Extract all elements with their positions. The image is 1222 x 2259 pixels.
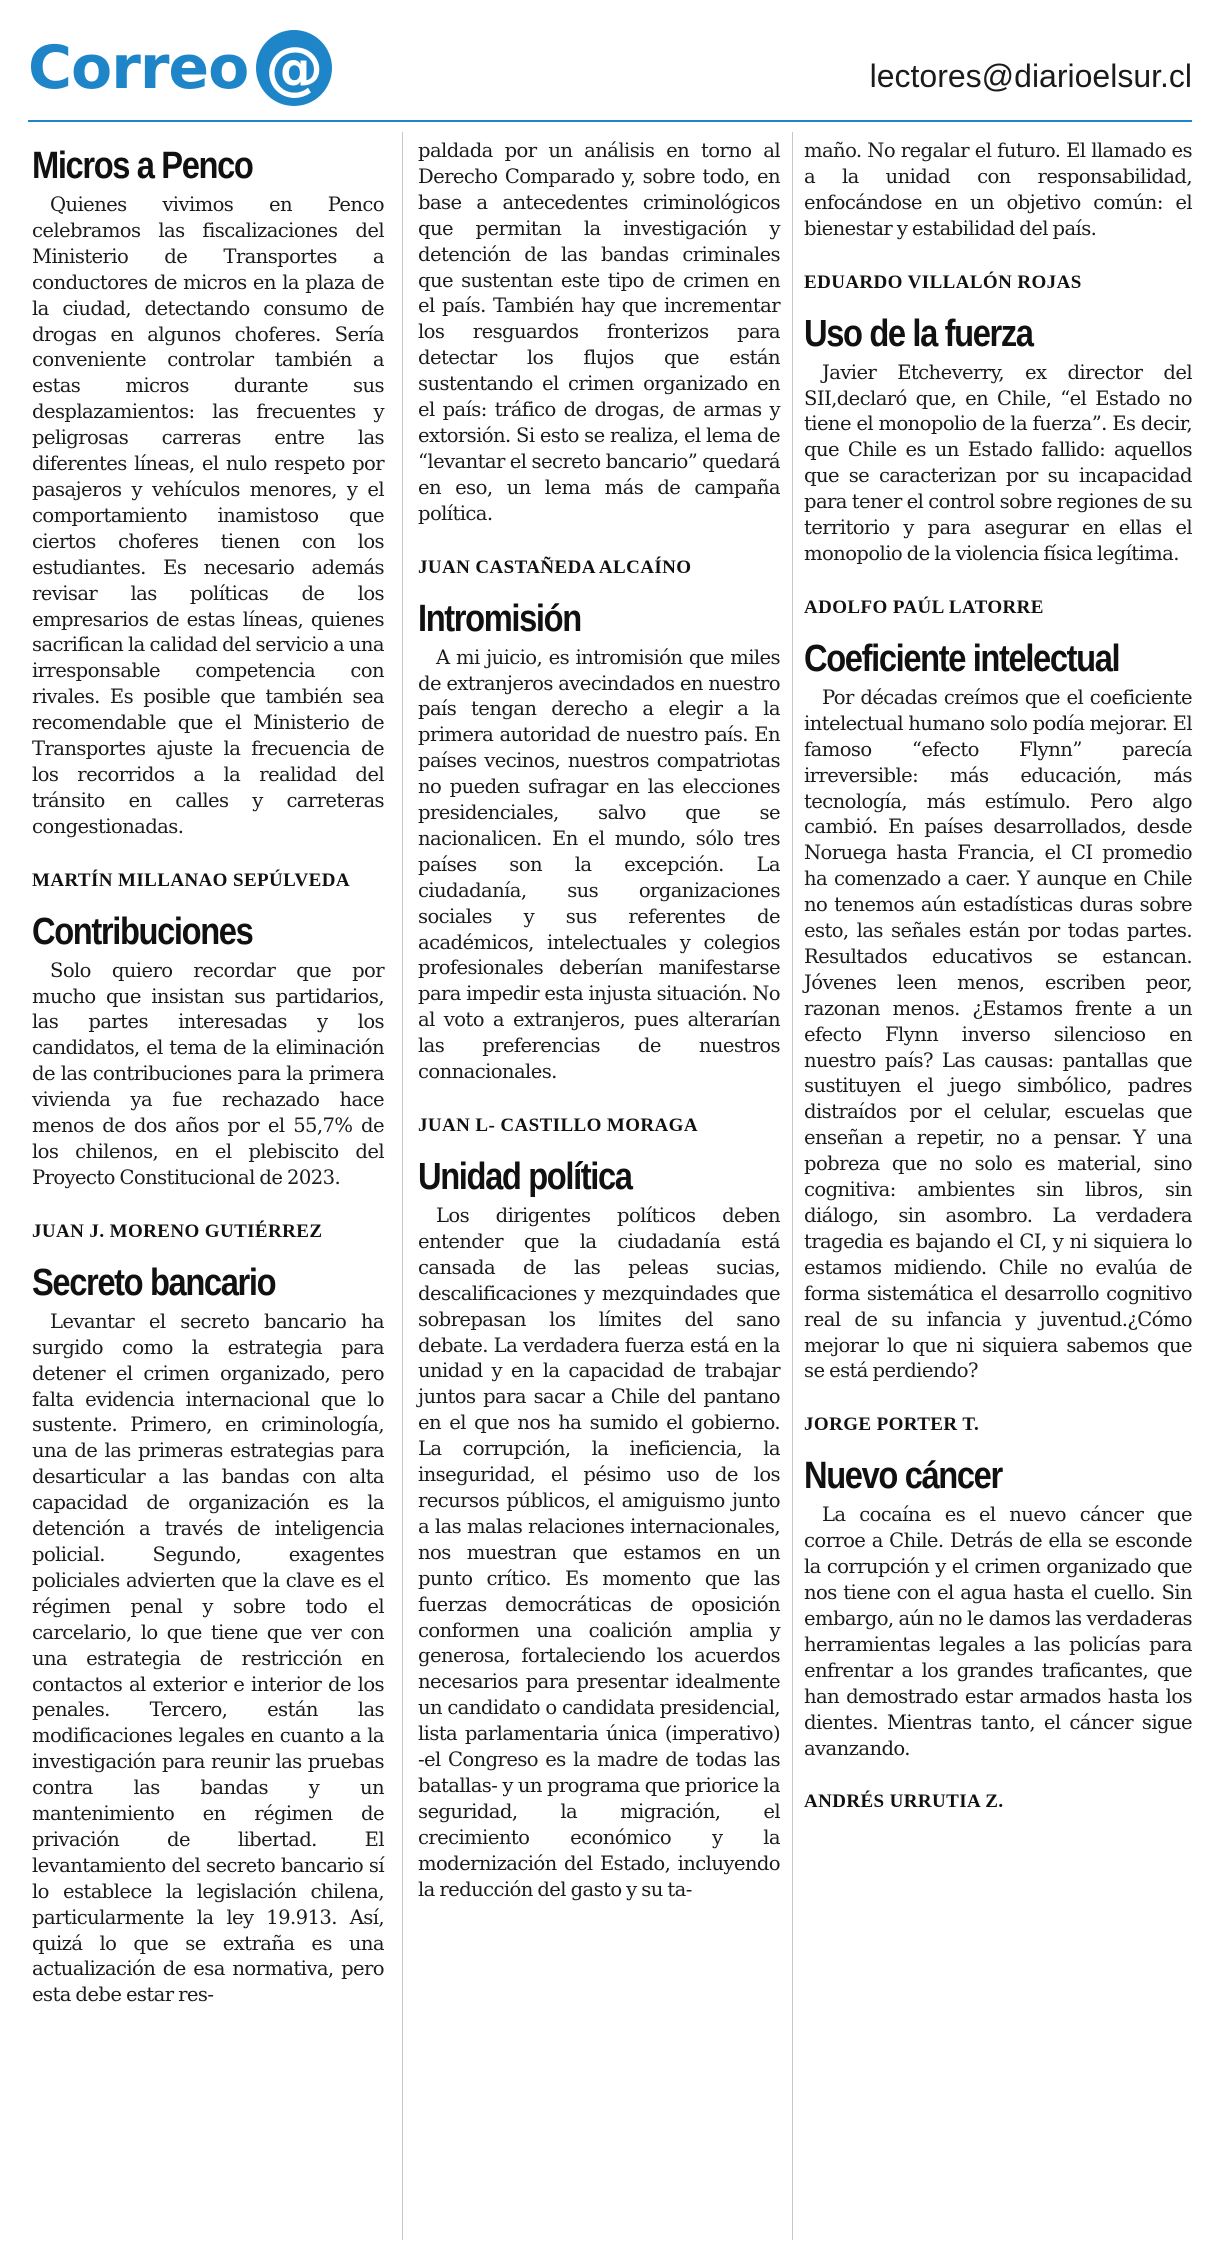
letter-title: Uso de la fuerza bbox=[804, 312, 1033, 355]
contact-email: lectores@diarioelsur.cl bbox=[869, 58, 1192, 94]
letter-body-continued: paldada por un análisis en torno al Derecho Comparado y, sobre todo, en base a antecedentes criminológicos que permitan la investigación y detención de las bandas criminales que sustentan este tipo de crimen en el país. También hay que incrementar los resguardos fronterizos para detectar los flujos que están sustentando el crimen organizado en el país: tráfico de drogas, de armas y extorsión. Si esto se realiza, el lema de “levantar el secreto bancario” quedará en eso, un lema más de campaña política. bbox=[418, 139, 780, 525]
letter-body: Javier Etcheverry, ex director del SII,declaró que, en Chile, “el Estado no tiene el monopolio de la fuerza”. Es decir, que Chile es un Estado fallido: aquellos que se caracterizan por su incapacidad para tener el control sobre regiones de su territorio y para asegurar en ellas el monopolio de la violencia física legítima. bbox=[804, 360, 1192, 565]
letter-body-continued: maño. No regalar el futuro. El llamado es a la unidad con responsabilidad, enfocándose en un objetivo común: el bienestar y estabilidad del país. bbox=[804, 139, 1192, 240]
column-1 bbox=[32, 138, 384, 2008]
letter-title: Nuevo cáncer bbox=[804, 1455, 1002, 1498]
letter-title: Secreto bancario bbox=[32, 1261, 276, 1304]
column-divider bbox=[792, 132, 793, 2240]
letter-signature: JUAN J. MORENO GUTIÉRREZ bbox=[32, 1220, 323, 1242]
letter-body: Solo quiero recordar que por mucho que insistan sus partidarios, las partes interesadas y los candidatos, el tema de la eliminación de las contribuciones para la primera vivienda ya fue rechazado hace menos de dos años por el 55,7% de los chilenos, en el plebiscito del Proyecto Constitucional de 2023. bbox=[32, 958, 384, 1189]
letter-title: Intromisión bbox=[418, 597, 581, 640]
header-rule bbox=[28, 120, 1192, 122]
at-sign-icon: @ bbox=[256, 30, 332, 106]
letter-title: Coeficiente intelectual bbox=[804, 637, 1120, 680]
letter-title: Contribuciones bbox=[32, 910, 253, 953]
column-2 bbox=[418, 138, 780, 1902]
column-3 bbox=[804, 138, 1192, 1831]
letter-body: La cocaína es el nuevo cáncer que corroe a Chile. Detrás de ella se esconde la corrupción y el crimen organizado que nos tiene con el agua hasta el cuello. Sin embargo, aún no le damos las verdaderas herramientas legales a las policías para enfrentar a los grandes traficantes, que han demostrado estar armados hasta los dientes. Mientras tanto, el cáncer sigue avanzando. bbox=[804, 1503, 1192, 1760]
column-divider bbox=[402, 132, 403, 2240]
letter-body: Levantar el secreto bancario ha surgido como la estrategia para detener el crimen organizado, pero falta evidencia internacional que lo sustente. Primero, en criminología, una de las primeras estrategias para desarticular a las bandas con alta capacidad de organización es la detención a través de inteligencia policial. Segundo, exagentes policiales advierten que la clave es el régimen penal y sobre todo el carcelario, lo que tiene que ver con una estrategia de restricción en contactos al exterior e interior de los penales. Tercero, están las modificaciones legales en cuanto a la investigación para reunir las pruebas contra las bandas y un mantenimiento en régimen de privación de libertad. El levantamiento del secreto bancario sí lo establece la legislación chilena, particularmente la ley 19.913. Así, quizá lo que se extraña es una actualización de esa normativa, pero esta debe estar res- bbox=[32, 1309, 384, 2007]
letter-title: Micros a Penco bbox=[32, 145, 253, 187]
letter-body: Por décadas creímos que el coeficiente intelectual humano solo podía mejorar. El famoso “efecto Flynn” parecía irreversible: más educación, más tecnología, más estímulo. Pero algo cambió. En países desarrollados, desde Noruega hasta Francia, el CI promedio ha comenzado a caer. Y aunque en Chile no tenemos aún estadísticas duras sobre esto, las señales están por todas partes. Resultados educativos se estancan. Jóvenes leen menos, escriben peor, razonan menos. ¿Estamos frente a un efecto Flynn inverso silencioso en nuestro país? Las causas: pantallas que sustituyen el juego simbólico, padres distraídos por el celular, escuelas que enseñan a repetir, no a pensar. Y una pobreza que no solo es material, sino cognitiva: ambientes sin libros, sin diálogo, sin asombro. La verdadera tragedia es bajando el CI, y ni siquiera lo estamos midiendo. Chile no evalúa de forma sistemática el desarrollo cognitivo real de su infancia y juventud.¿Cómo mejorar lo que ni siquiera sabemos que se está perdiendo? bbox=[804, 685, 1192, 1383]
letter-signature: JUAN L- CASTILLO MORAGA bbox=[418, 1115, 698, 1136]
page-header bbox=[28, 0, 1192, 128]
letter-signature: JORGE PORTER T. bbox=[804, 1414, 980, 1436]
letter-signature: EDUARDO VILLALÓN ROJAS bbox=[804, 271, 1082, 293]
letter-body: Los dirigentes políticos deben entender que la ciudadanía está cansada de las peleas sucias, descalificaciones y mezquindades que sobrepasan los límites del sano debate. La verdadera fuerza está en la unidad y en la capacidad de trabajar juntos para sacar a Chile del pantano en el que nos ha sumido el gobierno. La corrupción, la ineficiencia, la inseguridad, el pésimo uso de los recursos públicos, el amiguismo junto a las malas relaciones internacionales, nos muestran que estamos en un punto crítico. Es momento que las fuerzas democráticas de oposición conformen una coalición amplia y generosa, fortaleciendo los acuerdos necesarios para presentar idealmente un candidato o candidata presidencial, lista parlamentaria única (imperativo) -el Congreso es la madre de todas las batallas- y un programa que priorice la seguridad, la migración, el crecimiento económico y la modernización del Estado, incluyendo la reducción del gasto y su ta- bbox=[418, 1204, 780, 1901]
section-title: Correo bbox=[28, 33, 249, 103]
letter-body: Quienes vivimos en Penco celebramos las fiscalizaciones del Ministerio de Transportes a conductores de micros en la plaza de la ciudad, detectando consumo de drogas en algunos choferes. Sería conveniente controlar también a estas micros durante sus desplazamientos: las frecuentes y peligrosas carreras entre las diferentes líneas, el nulo respeto por pasajeros y vehículos menores, y el comportamiento inamistoso que ciertos choferes tienen con los estudiantes. Es necesario además revisar las políticas de los empresarios de estas líneas, quienes sacrifican la calidad del servicio a una irresponsable competencia con rivales. Es posible que también sea recomendable que el Ministerio de Transportes ajuste la frecuencia de los recorridos a la realidad del tránsito en calles y carreteras congestionadas. bbox=[32, 193, 384, 838]
letter-title: Unidad política bbox=[418, 1156, 632, 1198]
letter-signature: MARTÍN MILLANAO SEPÚLVEDA bbox=[32, 869, 350, 891]
letter-body: A mi juicio, es intromisión que miles de extranjeros avecindados en nuestro país tengan derecho a elegir a la primera autoridad de nuestro país. En países vecinos, nuestros compatriotas no pueden sufragar en las elecciones presidenciales, salvo que se nacionalicen. En el mundo, sólo tres países son la excepción. La ciudadanía, sus organizaciones sociales y sus referentes de académicos, intelectuales y colegios profesionales deberían manifestarse para impedir esta injusta situación. No al voto a extranjeros, pues alterarían las preferencias de nuestros connacionales. bbox=[418, 645, 780, 1084]
letter-signature: ADOLFO PAÚL LATORRE bbox=[804, 596, 1044, 618]
letter-signature: ANDRÉS URRUTIA Z. bbox=[804, 1791, 1004, 1813]
letter-signature: JUAN CASTAÑEDA ALCAÍNO bbox=[418, 556, 692, 578]
section-brand bbox=[28, 30, 332, 106]
